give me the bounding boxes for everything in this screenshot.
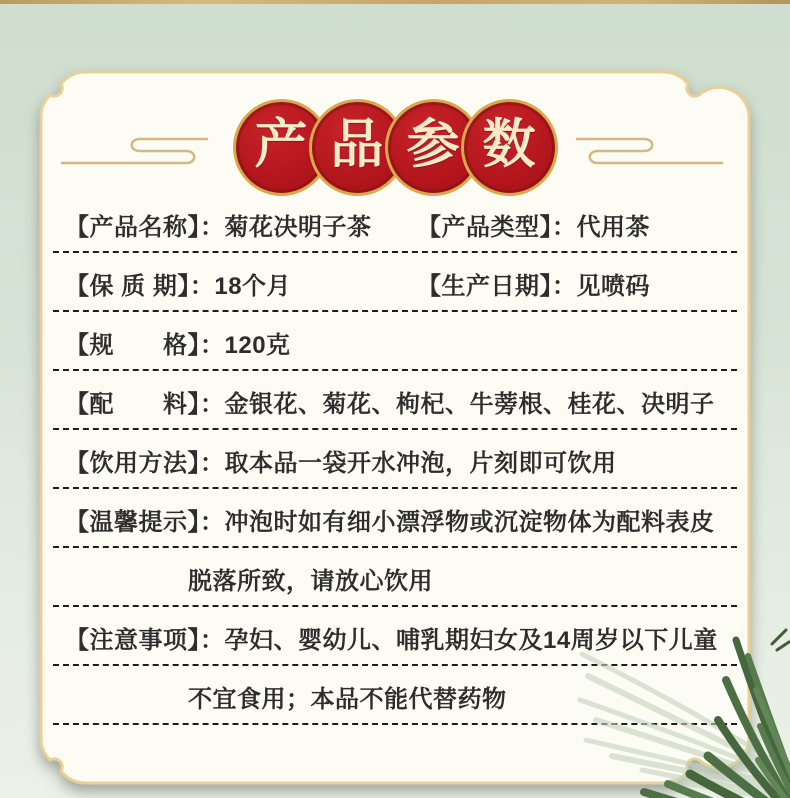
- spec-value-continuation: 不宜食用；本品不能代替药物: [188, 686, 507, 713]
- title-medallion: [461, 99, 558, 196]
- spec-value: 代用茶: [576, 214, 650, 241]
- spec-table: [53, 194, 737, 725]
- spec-value: 取本品一袋开水冲泡，片刻即可饮用: [224, 450, 617, 477]
- spec-row-warnings-continued: [53, 666, 737, 725]
- spec-value: 120克: [224, 332, 291, 359]
- spec-row-tips: [53, 489, 737, 548]
- spec-value: 金银花、菊花、枸杞、牛蒡根、桂花、决明子: [224, 391, 715, 418]
- spec-row-usage: [53, 430, 737, 489]
- title-char: 参: [406, 116, 460, 174]
- title-char: 数: [482, 116, 536, 174]
- title-char: 品: [330, 116, 384, 174]
- page-title: [0, 99, 790, 196]
- spec-label: 【产品名称】：: [65, 214, 225, 241]
- spec-value: 见喷码: [576, 273, 650, 300]
- spec-value: 孕妇、婴幼儿、哺乳期妇女及14周岁以下儿童: [224, 627, 718, 654]
- spec-row-shelf-life: [53, 253, 737, 312]
- spec-label: 【饮用方法】：: [65, 450, 225, 477]
- spec-label: 【配 料】：: [65, 391, 225, 418]
- spec-row-product-name: [53, 194, 737, 253]
- spec-value: 18个月: [214, 273, 292, 300]
- spec-value: 菊花决明子茶: [224, 214, 372, 241]
- spec-row-tips-continued: [53, 548, 737, 607]
- spec-row-warnings: [53, 607, 737, 666]
- spec-row-ingredients: [53, 371, 737, 430]
- spec-label: 【保 质 期】：: [65, 273, 215, 300]
- spec-value: 冲泡时如有细小漂浮物或沉淀物体为配料表皮: [224, 509, 715, 536]
- spec-label: 【注意事项】：: [65, 627, 225, 654]
- top-gold-strip: [0, 0, 790, 4]
- spec-label: 【生产日期】：: [417, 273, 577, 300]
- spec-row-weight: [53, 312, 737, 371]
- spec-value-continuation: 脱落所致，请放心饮用: [188, 568, 433, 595]
- spec-label: 【规 格】：: [65, 332, 225, 359]
- title-char: 产: [254, 116, 308, 174]
- spec-label: 【产品类型】：: [417, 214, 577, 241]
- spec-label: 【温馨提示】：: [65, 509, 225, 536]
